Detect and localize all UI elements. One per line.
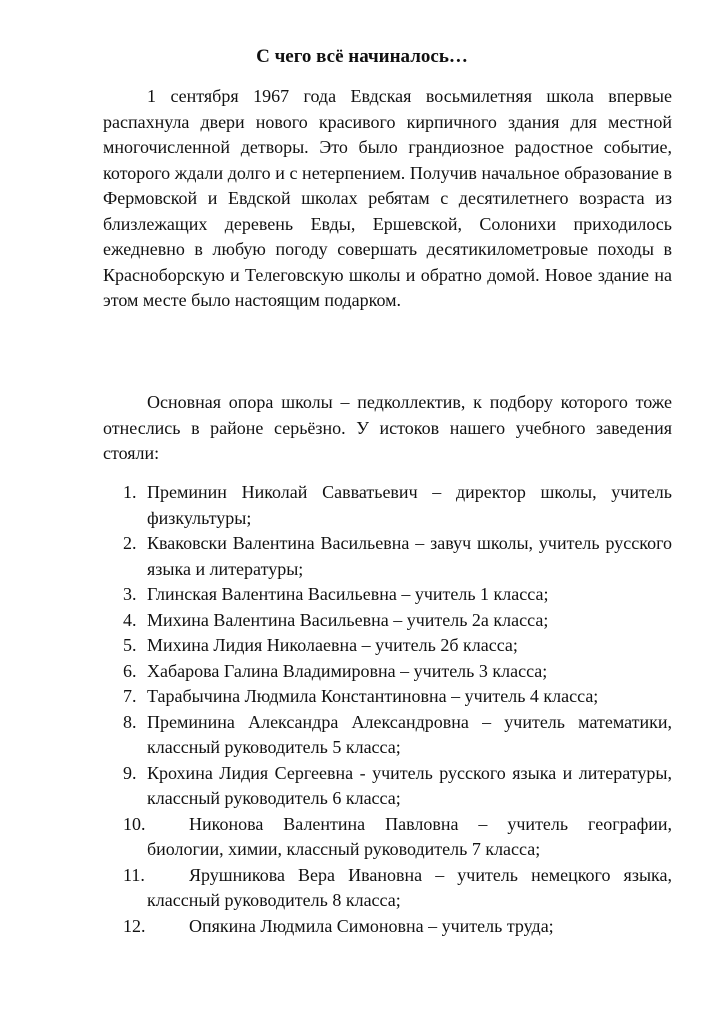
list-item (103, 684, 672, 710)
list-item (103, 863, 672, 914)
list-item-text: Преминина Александра Александровна – учитель математики, классный руководитель 5 класса; (147, 711, 672, 757)
list-item (103, 659, 672, 685)
list-item-number: 5. (123, 635, 137, 655)
list-item-text: Опякина Людмила Симоновна – учитель труда; (189, 915, 554, 936)
list-item (103, 608, 672, 634)
list-item (103, 761, 672, 812)
list-item-number: 8. (123, 711, 137, 732)
list-item-text: Глинская Валентина Васильевна – учитель 1 класса; (147, 584, 549, 604)
list-item-number: 1. (123, 482, 137, 502)
list-item-text: Крохина Лидия Сергеевна - учитель русского языка и литературы, классный руководитель 6 класса; (147, 762, 672, 808)
list-item (103, 582, 672, 608)
list-item-text: Преминин Николай Савватьевич – директор школы, учитель физкультуры; (147, 482, 672, 528)
list-item-text: Ярушникова Вера Ивановна – учитель немецкого языка, классный руководитель 8 класса; (147, 864, 672, 910)
list-item-text: Кваковски Валентина Васильевна – завуч школы, учитель русского языка и литературы; (147, 533, 672, 579)
staff-list (103, 480, 672, 939)
list-item (103, 633, 672, 659)
list-item (103, 914, 672, 940)
list-item-text: Хабарова Галина Владимировна – учитель 3 класса; (147, 660, 548, 681)
list-item-number: 7. (123, 686, 137, 706)
list-item-text: Михина Валентина Васильевна – учитель 2а класса; (147, 609, 549, 630)
intro-paragraph: 1 сентября 1967 года Евдская восьмилетняя школа впервые распахнула двери нового красивого кирпичного здания для местной многочисленной детворы. Это было грандиозное радостное событие, которого ждали долго и с нетерпением. Получив начальное образование в Фермовской и Евдской школах ребятам с десятилетнего возраста из близлежащих деревень Евды, Ершевской, Солонихи приходилось ежедневно в любую погоду совершать десятикилометровые походы в Красноборскую и Телеговскую школы и обратно домой. Новое здание на этом месте было настоящим подарком. (103, 86, 672, 310)
list-item (103, 812, 672, 863)
list-item-text: Никонова Валентина Павловна – учитель географии, биологии, химии, классный руководитель 7 класса; (147, 813, 672, 859)
list-item (103, 710, 672, 761)
list-item-number: 11. (123, 864, 145, 885)
list-item-text: Тарабычина Людмила Константиновна – учитель 4 класса; (147, 686, 599, 706)
list-item-number: 12. (123, 915, 146, 936)
list-item-number: 10. (123, 813, 146, 834)
list-item-number: 4. (123, 609, 137, 630)
list-item (103, 480, 672, 531)
list-item (103, 531, 672, 582)
list-item-number: 2. (123, 533, 137, 553)
list-item-number: 3. (123, 584, 137, 604)
staff-intro-paragraph: Основная опора школы – педколлектив, к подбору которого тоже отнеслись в районе серьёзно. У истоков нашего учебного заведения стояли: (103, 392, 672, 463)
list-item-number: 6. (123, 660, 137, 681)
page-title: С чего всё начиналось… (256, 46, 468, 67)
list-item-text: Михина Лидия Николаевна – учитель 2б класса; (147, 635, 518, 655)
list-item-number: 9. (123, 762, 137, 783)
